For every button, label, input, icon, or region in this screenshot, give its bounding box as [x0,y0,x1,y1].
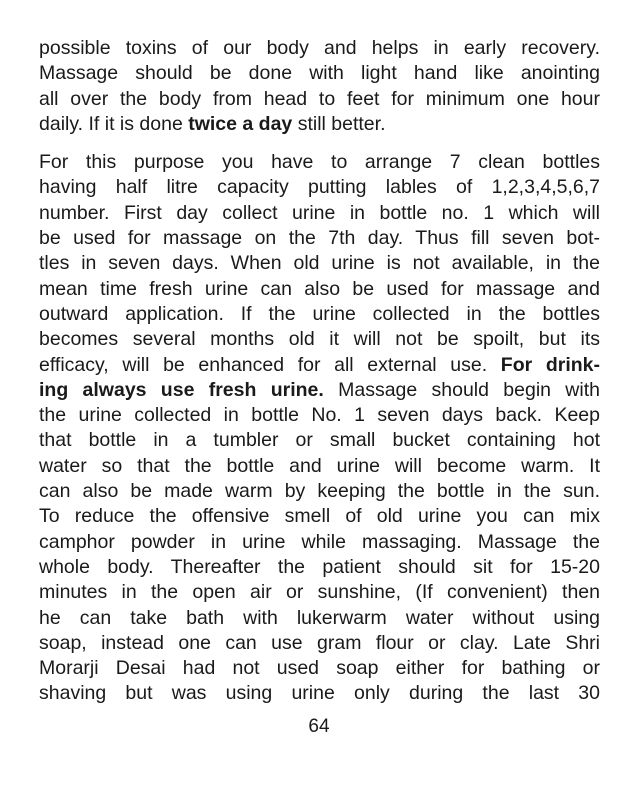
page-body [39,36,600,707]
text-segment: outward application. If the urine collected in the bottles [39,302,600,325]
text-segment: Morarji Desai had not used soap either for bathing or [39,657,600,680]
text-line [39,504,600,529]
text-segment: can also be made warm by keeping the bottle in the sun. [39,480,600,503]
text-line [39,277,600,302]
text-line [39,631,600,656]
bold-text: For drink- [500,353,601,376]
text-segment: having half litre capacity putting lables of 1,2,3,4,5,6,7 [39,176,600,199]
text-segment: water so that the bottle and urine will become warm. It [39,454,600,477]
text-segment: whole body. Thereafter the patient should sit for 15-20 [39,555,600,578]
text-line [39,479,600,504]
bold-text: twice a day [188,112,293,135]
text-segment: possible toxins of our body and helps in early recovery. [39,37,600,59]
text-line [39,530,600,555]
text-line [39,175,600,200]
text-segment: number. First day collect urine in bottle no. 1 which will [39,201,600,224]
text-segment: mean time fresh urine can also be used for massage and [39,277,600,300]
text-segment: Massage should be done with light hand like anointing [39,62,600,85]
text-segment: the urine collected in bottle No. 1 seven days back. Keep [39,404,600,427]
paragraph-gap [39,137,600,150]
text-line [39,251,600,276]
text-segment: camphor powder in urine while massaging. Massage the [39,530,600,553]
page-number: 64 [308,716,330,737]
text-segment: minutes in the open air or sunshine, (If convenient) then [39,581,600,604]
text-line [39,112,600,137]
text-segment: shaving but was using urine only during the last 30 [39,682,600,705]
text-segment: daily. If it is done [39,112,189,135]
text-line [39,226,600,251]
paragraph [39,36,600,137]
text-segment: he can take bath with lukerwarm water without using [39,606,600,629]
text-line [39,87,600,112]
text-line [39,353,600,378]
text-segment: still better. [292,112,386,135]
text-line [39,681,600,706]
text-line [39,454,600,479]
text-line [39,327,600,352]
text-line [39,302,600,327]
text-line [39,606,600,631]
bold-text: ing always use fresh urine. [39,378,324,401]
text-line [39,378,600,403]
text-segment: that bottle in a tumbler or small bucket containing hot [39,429,600,452]
text-line [39,580,600,605]
text-line [39,61,600,86]
text-line [39,36,600,61]
text-line [39,428,600,453]
text-segment: all over the body from head to feet for minimum one hour [39,87,600,110]
text-segment: tles in seven days. When old urine is not available, in the [39,252,600,275]
text-line [39,150,600,175]
text-segment: efficacy, will be enhanced for all external use. [39,353,501,376]
text-segment: To reduce the offensive smell of old urine you can mix [39,505,600,528]
text-line [39,403,600,428]
text-line [39,201,600,226]
text-line [39,555,600,580]
text-segment: becomes several months old it will not be spoilt, but its [39,328,600,351]
text-line [39,656,600,681]
text-segment: be used for massage on the 7th day. Thus fill seven bot- [39,227,600,250]
text-segment: For this purpose you have to arrange 7 clean bottles [39,151,600,174]
text-segment: Massage should begin with [323,378,600,401]
text-segment: soap, instead one can use gram flour or clay. Late Shri [39,631,600,654]
paragraph [39,150,600,707]
